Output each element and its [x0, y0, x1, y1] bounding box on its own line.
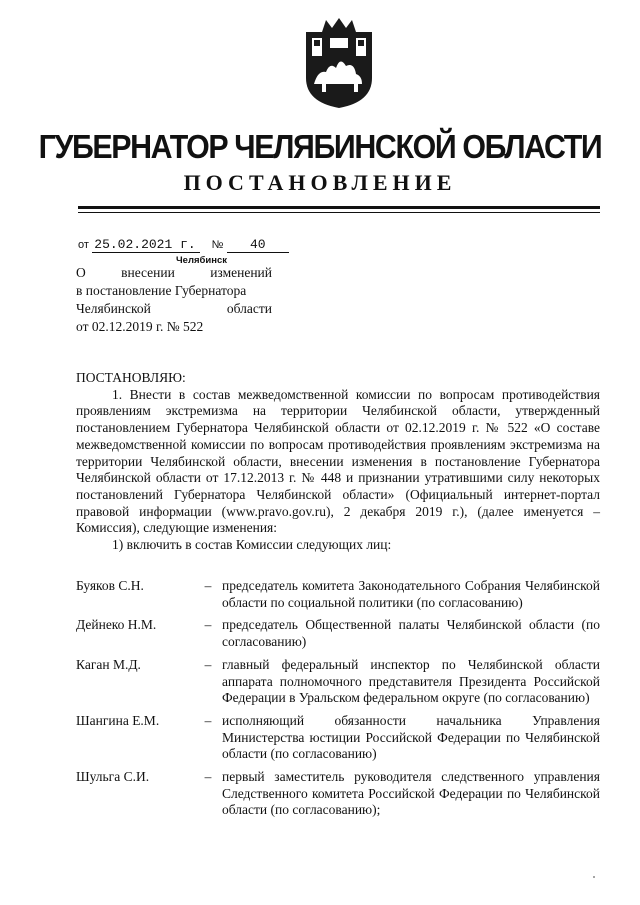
city-label: Челябинск — [176, 255, 228, 266]
member-dash: – — [204, 656, 212, 672]
subject-line: от 02.12.2019 г. № 522 — [76, 319, 204, 334]
document-number: 40 — [227, 237, 289, 253]
subject-line: в постановление Губернатора — [76, 283, 247, 298]
member-row — [76, 769, 600, 819]
members-list — [76, 578, 600, 825]
member-position: главный федеральный инспектор по Челябинской области аппарата полномочного представителя Президента Российской Федерации в Уральском федеральном округе (по согласованию) — [222, 656, 600, 706]
subparagraph-1: 1) включить в состав Комиссии следующих лиц: — [112, 537, 392, 553]
document-type-title: ПОСТАНОВЛЕНИЕ — [183, 170, 457, 195]
coat-of-arms-icon — [296, 18, 382, 110]
member-row — [76, 578, 600, 611]
member-name: Шангина Е.М. — [76, 712, 160, 728]
subject-line: О внесении изменений — [76, 265, 272, 280]
document-subject — [76, 264, 272, 336]
decree-word: ПОСТАНОВЛЯЮ: — [76, 370, 186, 385]
member-row — [76, 617, 600, 650]
member-dash: – — [204, 617, 212, 633]
member-position: первый заместитель руководителя следственного управления Следственного комитета Российской Федерации по Челябинской области (по согласованию); — [222, 769, 600, 818]
member-dash: – — [204, 578, 212, 593]
number-prefix: № — [211, 239, 224, 251]
subject-line: Челябинской области — [76, 301, 272, 316]
member-position: исполняющий обязанности начальника Управления Министерства юстиции Российской Федерации по Челябинской области (по согласованию) — [222, 712, 600, 762]
document-date: 25.02.2021 г. — [92, 237, 200, 253]
paragraph-1: 1. Внести в состав межведомственной комиссии по вопросам противодействия проявлениям экстремизма на территории Челябинской области, утвержденный постановлением Губернатора Челябинской области от 02.12.2019 г. № 522 «О составе межведомственной комиссии по вопросам противодействия проявлениям экстремизма на территории Челябинской области, внесении изменения в постановление Губернатора Челябинской области от 17.12.2013 г. № 448 и признании утратившими силу некоторых постановлений Губернатора Челябинской области» (Официальный интернет-портал правовой информации (www.pravo.gov.ru), 2 декабря 2019 г.), (далее именуется – Комиссия), следующие изменения: — [76, 386, 600, 536]
date-number-line — [78, 237, 289, 253]
member-dash: – — [204, 712, 212, 728]
member-position: председатель комитета Законодательного Собрания Челябинской области по социальной политики (по согласованию) — [222, 578, 600, 610]
date-prefix: от — [78, 239, 89, 251]
member-row — [76, 657, 600, 707]
member-dash: – — [204, 769, 212, 785]
member-name: Буяков С.Н. — [76, 578, 144, 593]
header-rule-thin — [78, 212, 600, 213]
issuer-title: ГУБЕРНАТОР ЧЕЛЯБИНСКОЙ ОБЛАСТИ — [38, 128, 602, 165]
member-name: Шульга С.И. — [76, 769, 150, 785]
header-rule-thick — [78, 206, 600, 209]
document-body — [76, 370, 600, 554]
member-name: Дейнеко Н.М. — [76, 617, 157, 633]
member-position: председатель Общественной палаты Челябинской области (по согласованию) — [222, 617, 600, 650]
scan-speck — [593, 876, 595, 878]
member-name: Каган М.Д. — [76, 656, 141, 672]
member-row — [76, 713, 600, 763]
